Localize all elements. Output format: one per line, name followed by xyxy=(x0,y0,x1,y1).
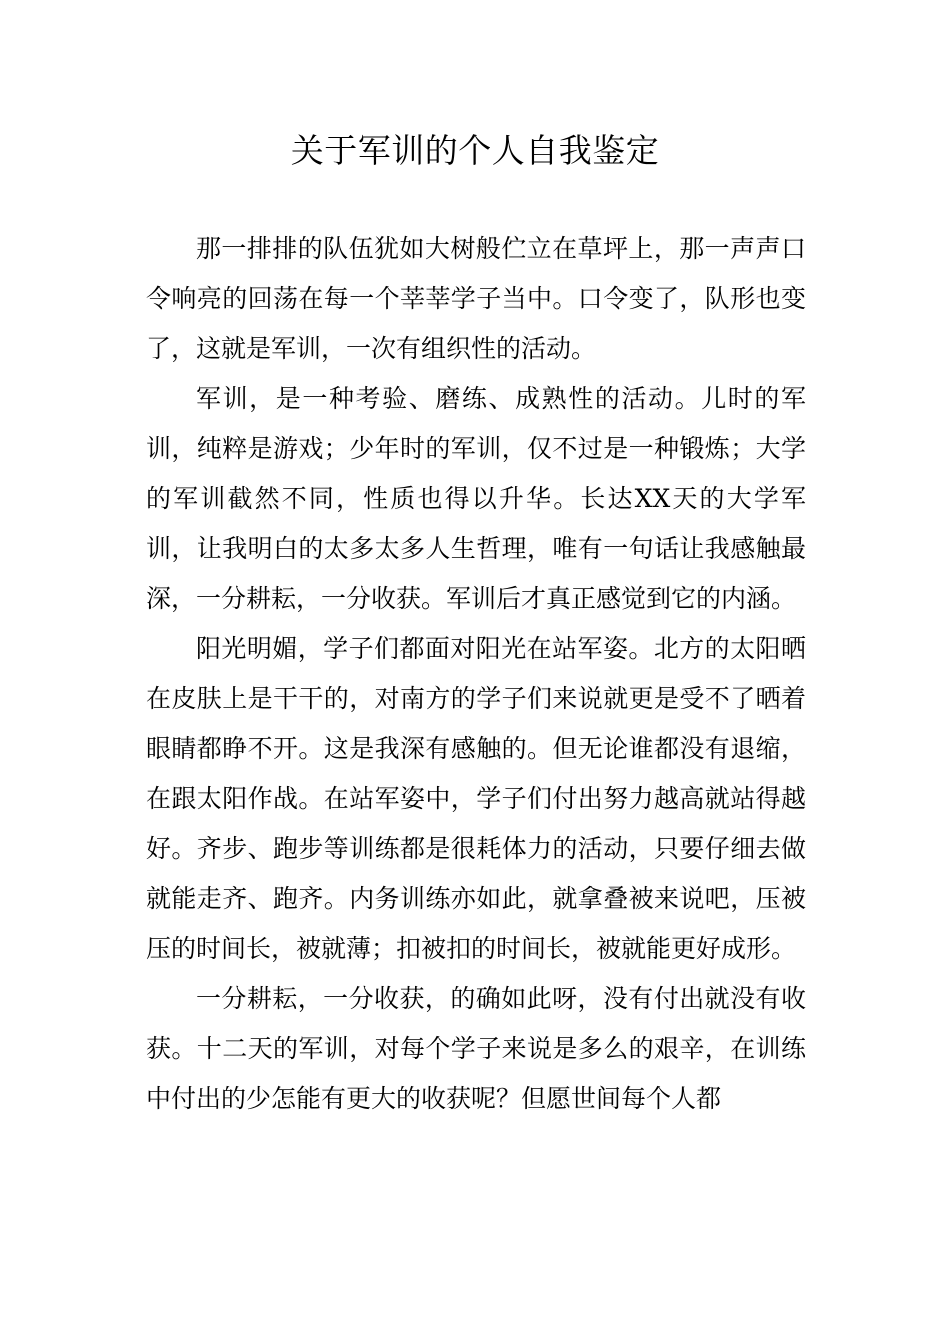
paragraph-4: 一分耕耘，一分收获，的确如此呀，没有付出就没有收获。十二天的军训，对每个学子来说是多么的艰辛，在训练中付出的少怎能有更大的收获呢？但愿世间每个人都 xyxy=(146,984,806,1113)
document-body xyxy=(146,224,806,1124)
document-title: 关于军训的个人自我鉴定 xyxy=(290,131,660,170)
paragraph-1: 那一排排的队伍犹如大树般伫立在草坪上，那一声声口令响亮的回荡在每一个莘莘学子当中。口令变了，队形也变了，这就是军训，一次有组织性的活动。 xyxy=(146,234,806,363)
paragraph-3: 阳光明媚，学子们都面对阳光在站军姿。北方的太阳晒在皮肤上是干干的，对南方的学子们来说就更是受不了晒着眼睛都睁不开。这是我深有感触的。但无论谁都没有退缩，在跟太阳作战。在站军姿中，学子们付出努力越高就站得越好。齐步、跑步等训练都是很耗体力的活动，只要仔细去做就能走齐、跑齐。内务训练亦如此，就拿叠被来说吧，压被压的时间长，被就薄；扣被扣的时间长，被就能更好成形。 xyxy=(146,634,806,963)
paragraph-2: 军训，是一种考验、磨练、成熟性的活动。儿时的军训，纯粹是游戏；少年时的军训，仅不过是一种锻炼；大学的军训截然不同，性质也得以升华。长达XX天的大学军训，让我明白的太多太多人生哲理，唯有一句话让我感触最深，一分耕耘，一分收获。军训后才真正感觉到它的内涵。 xyxy=(146,384,806,613)
